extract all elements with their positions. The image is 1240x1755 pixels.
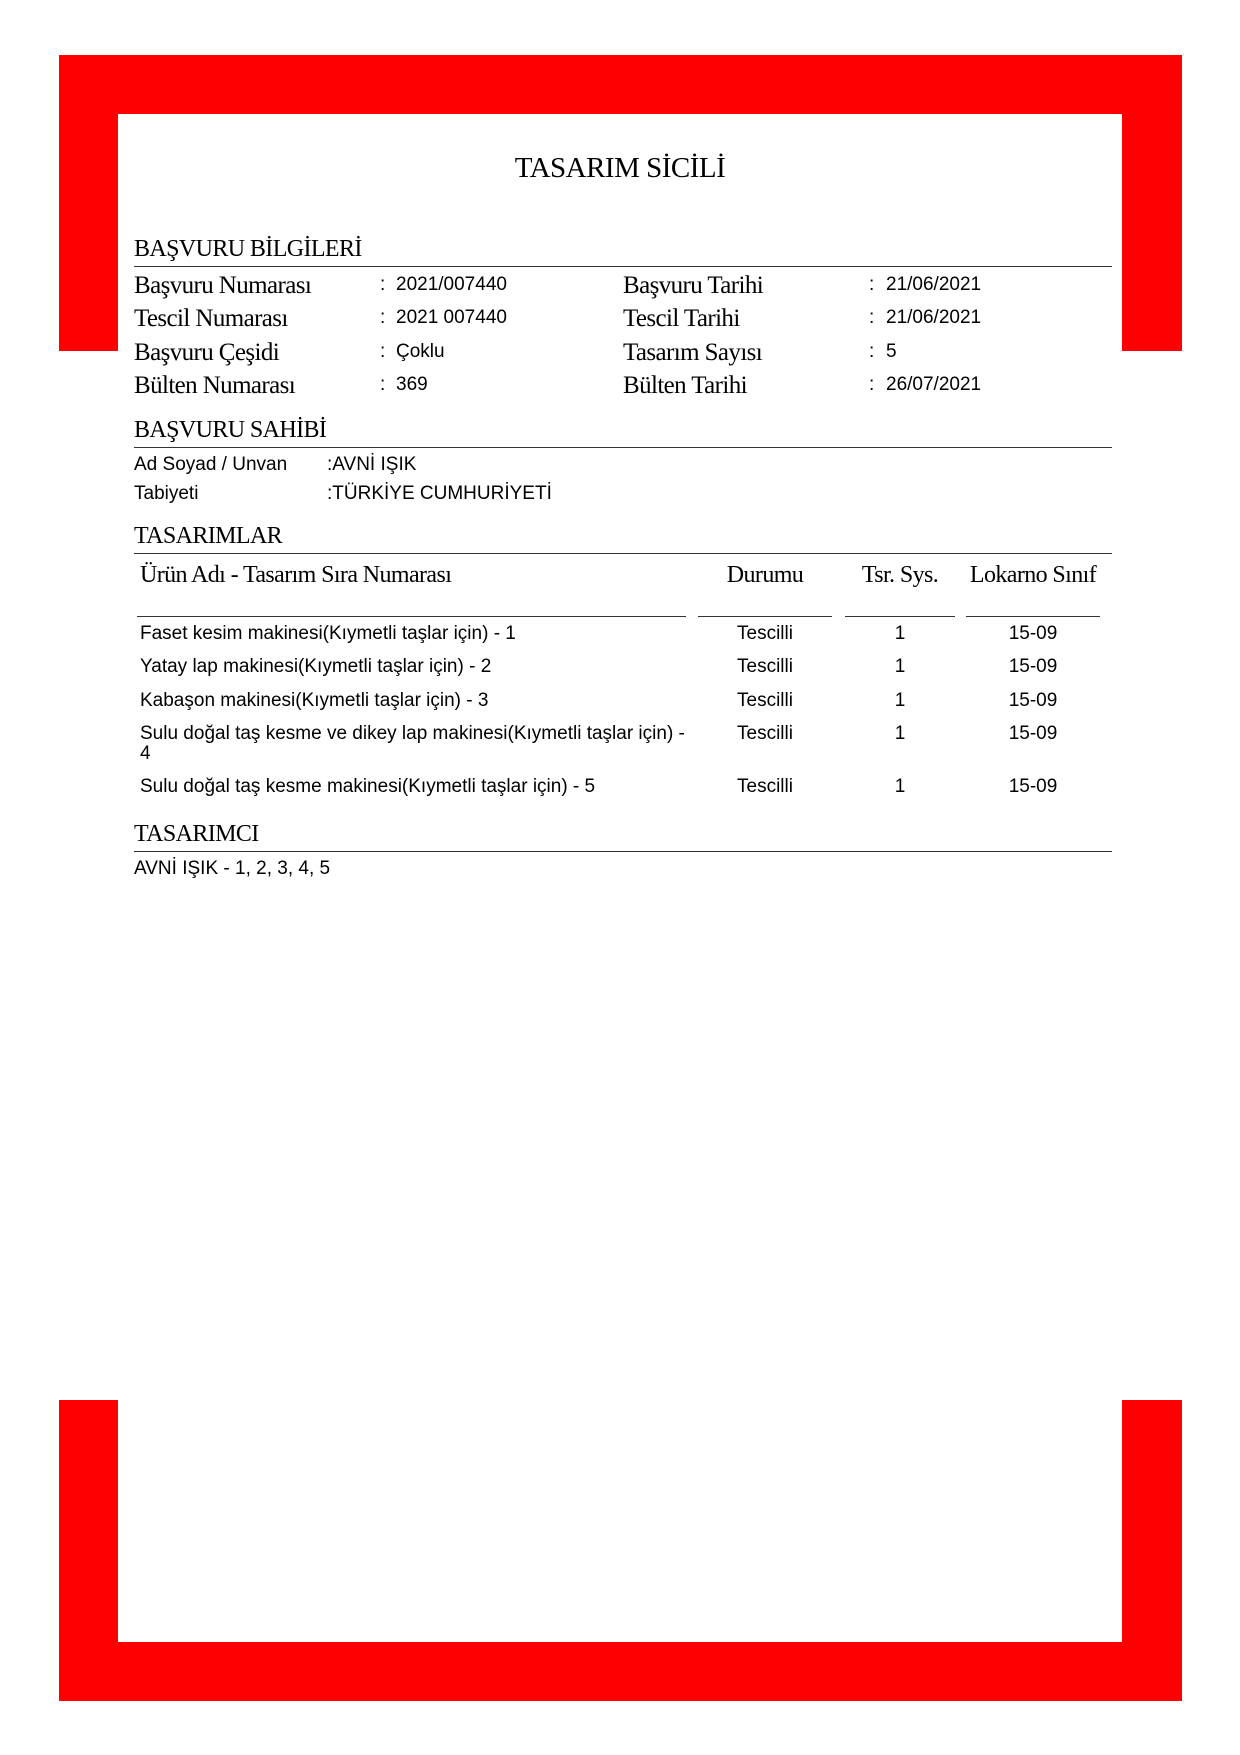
column-underline-product bbox=[137, 616, 686, 617]
application-type-label: Başvuru Çeşidi bbox=[134, 339, 280, 366]
design-count: 1 bbox=[894, 623, 906, 644]
colon: : bbox=[869, 341, 875, 362]
designer-rule bbox=[134, 851, 1112, 852]
application-date-value: 21/06/2021 bbox=[886, 274, 982, 295]
designs-heading: TASARIMLAR bbox=[134, 523, 283, 549]
registration-number-value: 2021 007440 bbox=[396, 307, 507, 328]
design-status: Tescilli bbox=[737, 690, 793, 711]
design-status: Tescilli bbox=[737, 776, 793, 797]
design-status: Tescilli bbox=[737, 623, 793, 644]
design-product-name: Faset kesim makinesi(Kıymetli taşlar için) - 1 bbox=[140, 623, 516, 644]
column-header-count: Tsr. Sys. bbox=[861, 562, 939, 588]
design-count: 1 bbox=[894, 776, 906, 797]
application-info-heading: BAŞVURU BİLGİLERİ bbox=[134, 236, 362, 262]
design-product-name: Kabaşon makinesi(Kıymetli taşlar için) - 3 bbox=[140, 690, 489, 711]
design-locarno-class: 15-09 bbox=[1008, 690, 1058, 711]
applicant-name-value: :AVNİ IŞIK bbox=[327, 454, 417, 475]
bulletin-number-label: Bülten Numarası bbox=[134, 372, 296, 399]
column-header-product: Ürün Adı - Tasarım Sıra Numarası bbox=[140, 562, 452, 588]
colon: : bbox=[869, 307, 875, 328]
design-locarno-class: 15-09 bbox=[1008, 776, 1058, 797]
design-count-label: Tasarım Sayısı bbox=[623, 339, 763, 366]
column-underline-status bbox=[698, 616, 832, 617]
bulletin-date-value: 26/07/2021 bbox=[886, 374, 982, 395]
applicant-name-label: Ad Soyad / Unvan bbox=[134, 454, 288, 475]
design-product-name: Sulu doğal taş kesme ve dikey lap makinesi(Kıymetli taşlar için) - 4 bbox=[140, 723, 685, 764]
registration-date-label: Tescil Tarihi bbox=[623, 305, 740, 332]
design-status: Tescilli bbox=[737, 723, 793, 744]
column-underline-count bbox=[845, 616, 955, 617]
application-info-rule bbox=[134, 266, 1112, 267]
design-count: 1 bbox=[894, 656, 906, 677]
designer-value: AVNİ IŞIK - 1, 2, 3, 4, 5 bbox=[134, 858, 331, 879]
design-status: Tescilli bbox=[737, 656, 793, 677]
nationality-value: :TÜRKİYE CUMHURİYETİ bbox=[327, 483, 552, 504]
nationality-label: Tabiyeti bbox=[134, 483, 199, 504]
registration-number-label: Tescil Numarası bbox=[134, 305, 288, 332]
application-number-label: Başvuru Numarası bbox=[134, 272, 312, 299]
colon: : bbox=[869, 374, 875, 395]
application-date-label: Başvuru Tarihi bbox=[623, 272, 764, 299]
frame-bottom-bar bbox=[59, 1642, 1182, 1701]
design-count: 1 bbox=[894, 723, 906, 744]
registration-date-value: 21/06/2021 bbox=[886, 307, 982, 328]
designer-heading: TASARIMCI bbox=[134, 821, 259, 847]
frame-top-bar bbox=[59, 55, 1182, 114]
design-locarno-class: 15-09 bbox=[1008, 623, 1058, 644]
column-header-status: Durumu bbox=[726, 562, 804, 588]
colon: : bbox=[380, 341, 386, 362]
frame-top-right-bar bbox=[1122, 55, 1182, 351]
application-number-value: 2021/007440 bbox=[396, 274, 507, 295]
design-count: 1 bbox=[894, 690, 906, 711]
bulletin-number-value: 369 bbox=[396, 374, 428, 395]
column-header-locarno: Lokarno Sınıf bbox=[969, 562, 1097, 588]
applicant-heading: BAŞVURU SAHİBİ bbox=[134, 417, 327, 443]
design-product-name: Yatay lap makinesi(Kıymetli taşlar için) - 2 bbox=[140, 656, 492, 677]
design-product-name: Sulu doğal taş kesme makinesi(Kıymetli taşlar için) - 5 bbox=[140, 776, 596, 797]
bulletin-date-label: Bülten Tarihi bbox=[623, 372, 747, 399]
design-count-value: 5 bbox=[886, 341, 897, 362]
frame-top-left-bar bbox=[59, 55, 118, 351]
designs-rule bbox=[134, 553, 1112, 554]
colon: : bbox=[869, 274, 875, 295]
applicant-rule bbox=[134, 447, 1112, 448]
colon: : bbox=[380, 374, 386, 395]
page-title: TASARIM SİCİLİ bbox=[514, 152, 726, 184]
design-locarno-class: 15-09 bbox=[1008, 656, 1058, 677]
design-locarno-class: 15-09 bbox=[1008, 723, 1058, 744]
column-underline-locarno bbox=[966, 616, 1100, 617]
colon: : bbox=[380, 307, 386, 328]
colon: : bbox=[380, 274, 386, 295]
application-type-value: Çoklu bbox=[396, 341, 445, 362]
